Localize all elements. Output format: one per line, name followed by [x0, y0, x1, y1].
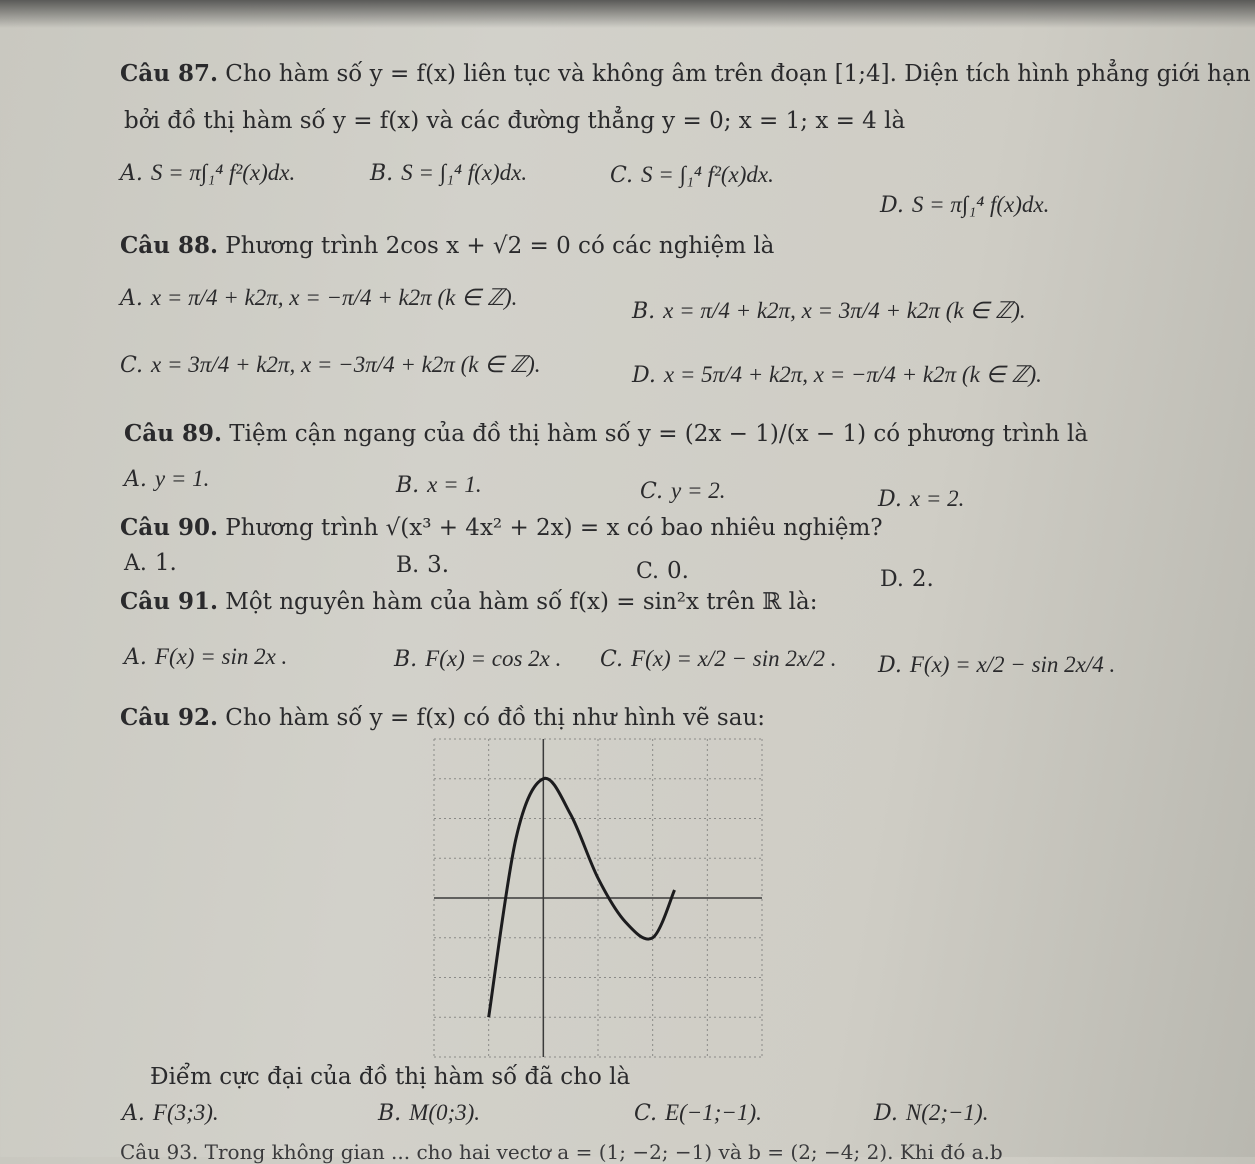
q91-option-a[interactable]: A. F(x) = sin 2x .: [124, 644, 288, 670]
q91-title: Câu 91.: [120, 588, 218, 615]
q91-option-c[interactable]: C. F(x) = x/2 − sin 2x/2 .: [600, 646, 837, 672]
q87-line1: [120, 60, 1251, 87]
q89-option-a[interactable]: A. y = 1.: [124, 466, 210, 492]
q90-option-d[interactable]: D. 2.: [880, 566, 934, 592]
q92-text: Cho hàm số y = f(x) có đồ thị như hình vẽ sau:: [225, 705, 766, 731]
q90-text: Phương trình √(x³ + 4x² + 2x) = x có bao nhiêu nghiệm?: [225, 515, 883, 541]
q88-title: Câu 88.: [120, 232, 218, 259]
q92-option-d[interactable]: D. N(2;−1).: [874, 1100, 989, 1126]
q93-cut-line: Câu 93. Trong không gian ... cho hai vectơ a = (1; −2; −1) và b = (2; −4; 2). Khi đó a.b: [120, 1140, 1003, 1164]
q89-option-d[interactable]: D. x = 2.: [878, 486, 965, 512]
q90-option-c[interactable]: C. 0.: [636, 558, 689, 584]
function-graph: [428, 733, 768, 1063]
q90-line: [120, 514, 883, 541]
q87-line2: bởi đồ thị hàm số y = f(x) và các đường thẳng y = 0; x = 1; x = 4 là: [124, 108, 906, 134]
q88-text: Phương trình 2cos x + √2 = 0 có các nghiệm là: [225, 233, 775, 259]
q92-line: [120, 704, 765, 731]
q88-option-c[interactable]: C. x = 3π/4 + k2π, x = −3π/4 + k2π (k ∈ ℤ).: [120, 352, 541, 378]
q89-text: Tiệm cận ngang của đồ thị hàm số y = (2x − 1)/(x − 1) có phương trình là: [229, 421, 1089, 447]
q91-line: [120, 588, 818, 615]
photo-top-edge: [0, 0, 1255, 28]
q87-option-a[interactable]: A. S = π∫₁⁴ f²(x)dx.: [120, 160, 296, 186]
q88-option-a[interactable]: A. x = π/4 + k2π, x = −π/4 + k2π (k ∈ ℤ).: [120, 285, 518, 311]
q87-option-b[interactable]: B. S = ∫₁⁴ f(x)dx.: [370, 160, 528, 186]
q87-option-c[interactable]: C. S = ∫₁⁴ f²(x)dx.: [610, 162, 774, 188]
q87-title: Câu 87.: [120, 60, 218, 87]
q92-option-a[interactable]: A. F(3;3).: [122, 1100, 219, 1126]
q92-option-b[interactable]: B. M(0;3).: [378, 1100, 481, 1126]
q89-line: [124, 420, 1088, 447]
q92-option-c[interactable]: C. E(−1;−1).: [634, 1100, 762, 1126]
q91-option-d[interactable]: D. F(x) = x/2 − sin 2x/4 .: [878, 652, 1116, 678]
q89-option-b[interactable]: B. x = 1.: [396, 472, 482, 498]
q92-title: Câu 92.: [120, 704, 218, 731]
q89-title: Câu 89.: [124, 420, 222, 447]
q90-title: Câu 90.: [120, 514, 218, 541]
q89-option-c[interactable]: C. y = 2.: [640, 478, 726, 504]
q87-text-line1: Cho hàm số y = f(x) liên tục và không âm trên đoạn [1;4]. Diện tích hình phẳng giới hạn: [225, 61, 1251, 87]
q88-option-d[interactable]: D. x = 5π/4 + k2π, x = −π/4 + k2π (k ∈ ℤ).: [632, 362, 1042, 388]
q90-option-b[interactable]: B. 3.: [396, 552, 450, 578]
q92-question: Điểm cực đại của đồ thị hàm số đã cho là: [150, 1064, 631, 1090]
q88-option-b[interactable]: B. x = π/4 + k2π, x = 3π/4 + k2π (k ∈ ℤ).: [632, 298, 1026, 324]
q91-option-b[interactable]: B. F(x) = cos 2x .: [394, 646, 562, 672]
q87-option-d[interactable]: D. S = π∫₁⁴ f(x)dx.: [880, 192, 1050, 218]
q88-line: [120, 232, 774, 259]
q90-option-a[interactable]: A. 1.: [124, 550, 177, 576]
q91-text: Một nguyên hàm của hàm số f(x) = sin²x trên ℝ là:: [225, 589, 818, 615]
